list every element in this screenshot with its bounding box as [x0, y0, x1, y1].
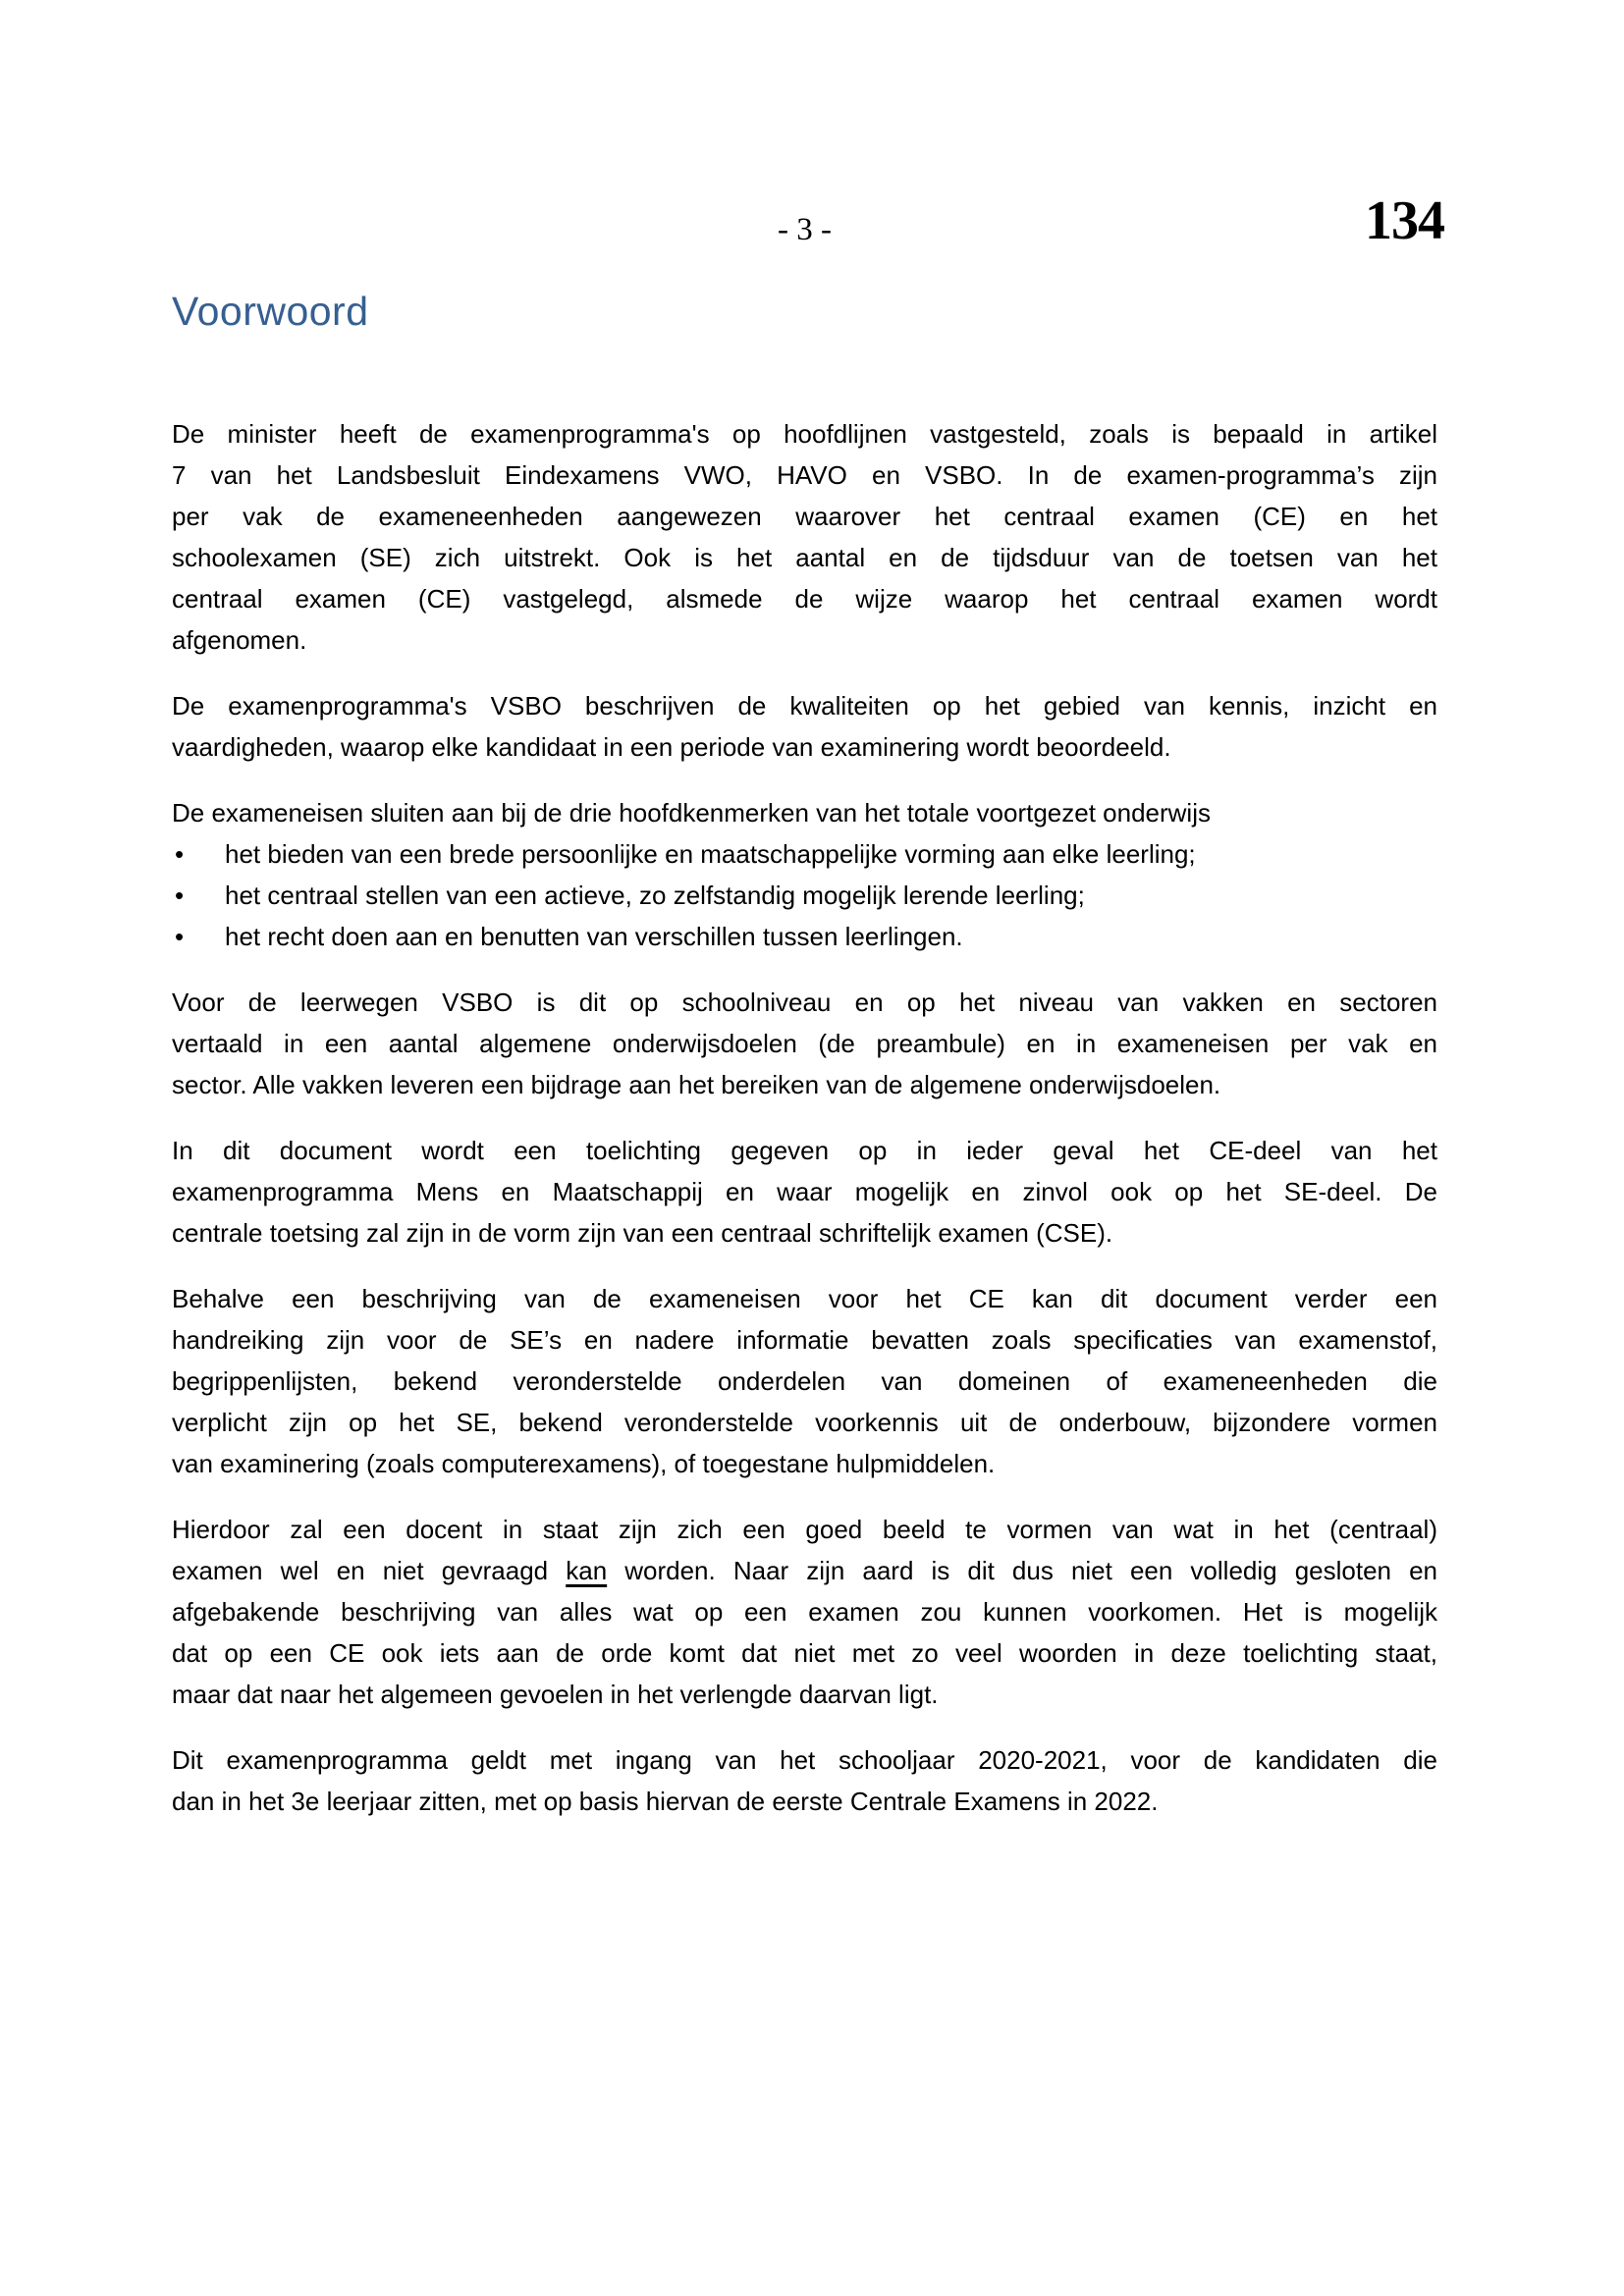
paragraph-6 [172, 1278, 1437, 1484]
paragraph-7 [172, 1509, 1437, 1715]
line-segment: examen wel en niet gevraagd [172, 1556, 567, 1585]
paragraph-4 [172, 982, 1437, 1105]
paragraph-1 [172, 413, 1437, 661]
paragraph-line: afgenomen. [172, 625, 307, 655]
bullet-item [172, 916, 1437, 957]
paragraph-line: van examinering (zoals computerexamens), of toegestane hulpmiddelen. [172, 1449, 996, 1478]
paragraph-line: In dit document wordt een toelichting gegeven op in ieder geval het CE-deel van het [172, 1136, 1437, 1165]
bullet-icon: • [175, 839, 185, 869]
paragraph-line: centrale toetsing zal zijn in de vorm zijn van een centraal schriftelijk examen (CSE). [172, 1218, 1113, 1248]
page-title: Voorwoord [172, 289, 369, 334]
bullet-icon: • [175, 922, 185, 951]
paragraph-5 [172, 1130, 1437, 1254]
paragraph-line: afgebakende beschrijving van alles wat op een examen zou kunnen voorkomen. Het is mogelijk [172, 1597, 1437, 1627]
paragraph-line: examenprogramma Mens en Maatschappij en waar mogelijk en zinvol ook op het SE-deel. De [172, 1177, 1437, 1206]
paragraph-line: per vak de exameneenheden aangewezen waarover het centraal examen (CE) en het [172, 502, 1437, 531]
stamp-number: 134 [1365, 190, 1444, 251]
paragraph-line: dan in het 3e leerjaar zitten, met op basis hiervan de eerste Centrale Examens in 2022. [172, 1787, 1159, 1816]
paragraph-line: dat op een CE ook iets aan de orde komt dat niet met zo veel woorden in deze toelichting staat, [172, 1638, 1437, 1668]
bullet-item [172, 875, 1437, 916]
paragraph-line: sector. Alle vakken leveren een bijdrage aan het bereiken van de algemene onderwijsdoelen. [172, 1070, 1221, 1099]
paragraph-line: Dit examenprogramma geldt met ingang van het schooljaar 2020-2021, voor de kandidaten die [172, 1745, 1437, 1775]
line-segment: worden. Naar zijn aard is dit dus niet een volledig gesloten en [607, 1556, 1437, 1585]
document-content [172, 0, 1437, 1846]
paragraph-line: schoolexamen (SE) zich uitstrekt. Ook is het aantal en de tijdsduur van de toetsen van het [172, 543, 1437, 572]
bullet-icon: • [175, 881, 185, 910]
paragraph-line: De examenprogramma's VSBO beschrijven de kwaliteiten op het gebied van kennis, inzicht en [172, 691, 1437, 721]
paragraph-line: verplicht zijn op het SE, bekend veronderstelde voorkennis uit de onderbouw, bijzondere vormen [172, 1408, 1437, 1437]
paragraph-8 [172, 1739, 1437, 1822]
bullet-text: het bieden van een brede persoonlijke en maatschappelijke vorming aan elke leerling; [225, 839, 1196, 869]
paragraph-3-with-bullets [172, 792, 1437, 957]
paragraph-2 [172, 685, 1437, 768]
paragraph-line: vaardigheden, waarop elke kandidaat in een periode van examinering wordt beoordeeld. [172, 732, 1171, 762]
paragraph-line: begrippenlijsten, bekend veronderstelde onderdelen van domeinen of exameneenheden die [172, 1366, 1437, 1396]
bullet-text: het recht doen aan en benutten van verschillen tussen leerlingen. [225, 922, 963, 951]
page-number: - 3 - [778, 212, 832, 247]
paragraph-line [172, 1550, 1437, 1591]
paragraph-line: De exameneisen sluiten aan bij de drie hoofdkenmerken van het totale voortgezet onderwijs [172, 798, 1211, 828]
paragraph-line: 7 van het Landsbesluit Eindexamens VWO, HAVO en VSBO. In de examen-programma’s zijn [172, 460, 1437, 490]
paragraph-line: vertaald in een aantal algemene onderwijsdoelen (de preambule) en in exameneisen per vak en [172, 1029, 1437, 1058]
paragraph-line: handreiking zijn voor de SE’s en nadere informatie bevatten zoals specificaties van examenstof, [172, 1325, 1437, 1355]
paragraph-line: centraal examen (CE) vastgelegd, alsmede de wijze waarop het centraal examen wordt [172, 584, 1437, 614]
bullet-item [172, 833, 1437, 875]
bullet-text: het centraal stellen van een actieve, zo zelfstandig mogelijk lerende leerling; [225, 881, 1085, 910]
paragraph-line: Hierdoor zal een docent in staat zijn zich een goed beeld te vormen van wat in het (centraal) [172, 1515, 1437, 1544]
paragraph-line: De minister heeft de examenprogramma's op hoofdlijnen vastgesteld, zoals is bepaald in artikel [172, 419, 1437, 449]
paragraph-line: maar dat naar het algemeen gevoelen in het verlengde daarvan ligt. [172, 1680, 939, 1709]
paragraph-line: Voor de leerwegen VSBO is dit op schoolniveau en op het niveau van vakken en sectoren [172, 988, 1437, 1017]
underlined-word: kan [566, 1556, 608, 1585]
paragraph-line: Behalve een beschrijving van de exameneisen voor het CE kan dit document verder een [172, 1284, 1437, 1313]
